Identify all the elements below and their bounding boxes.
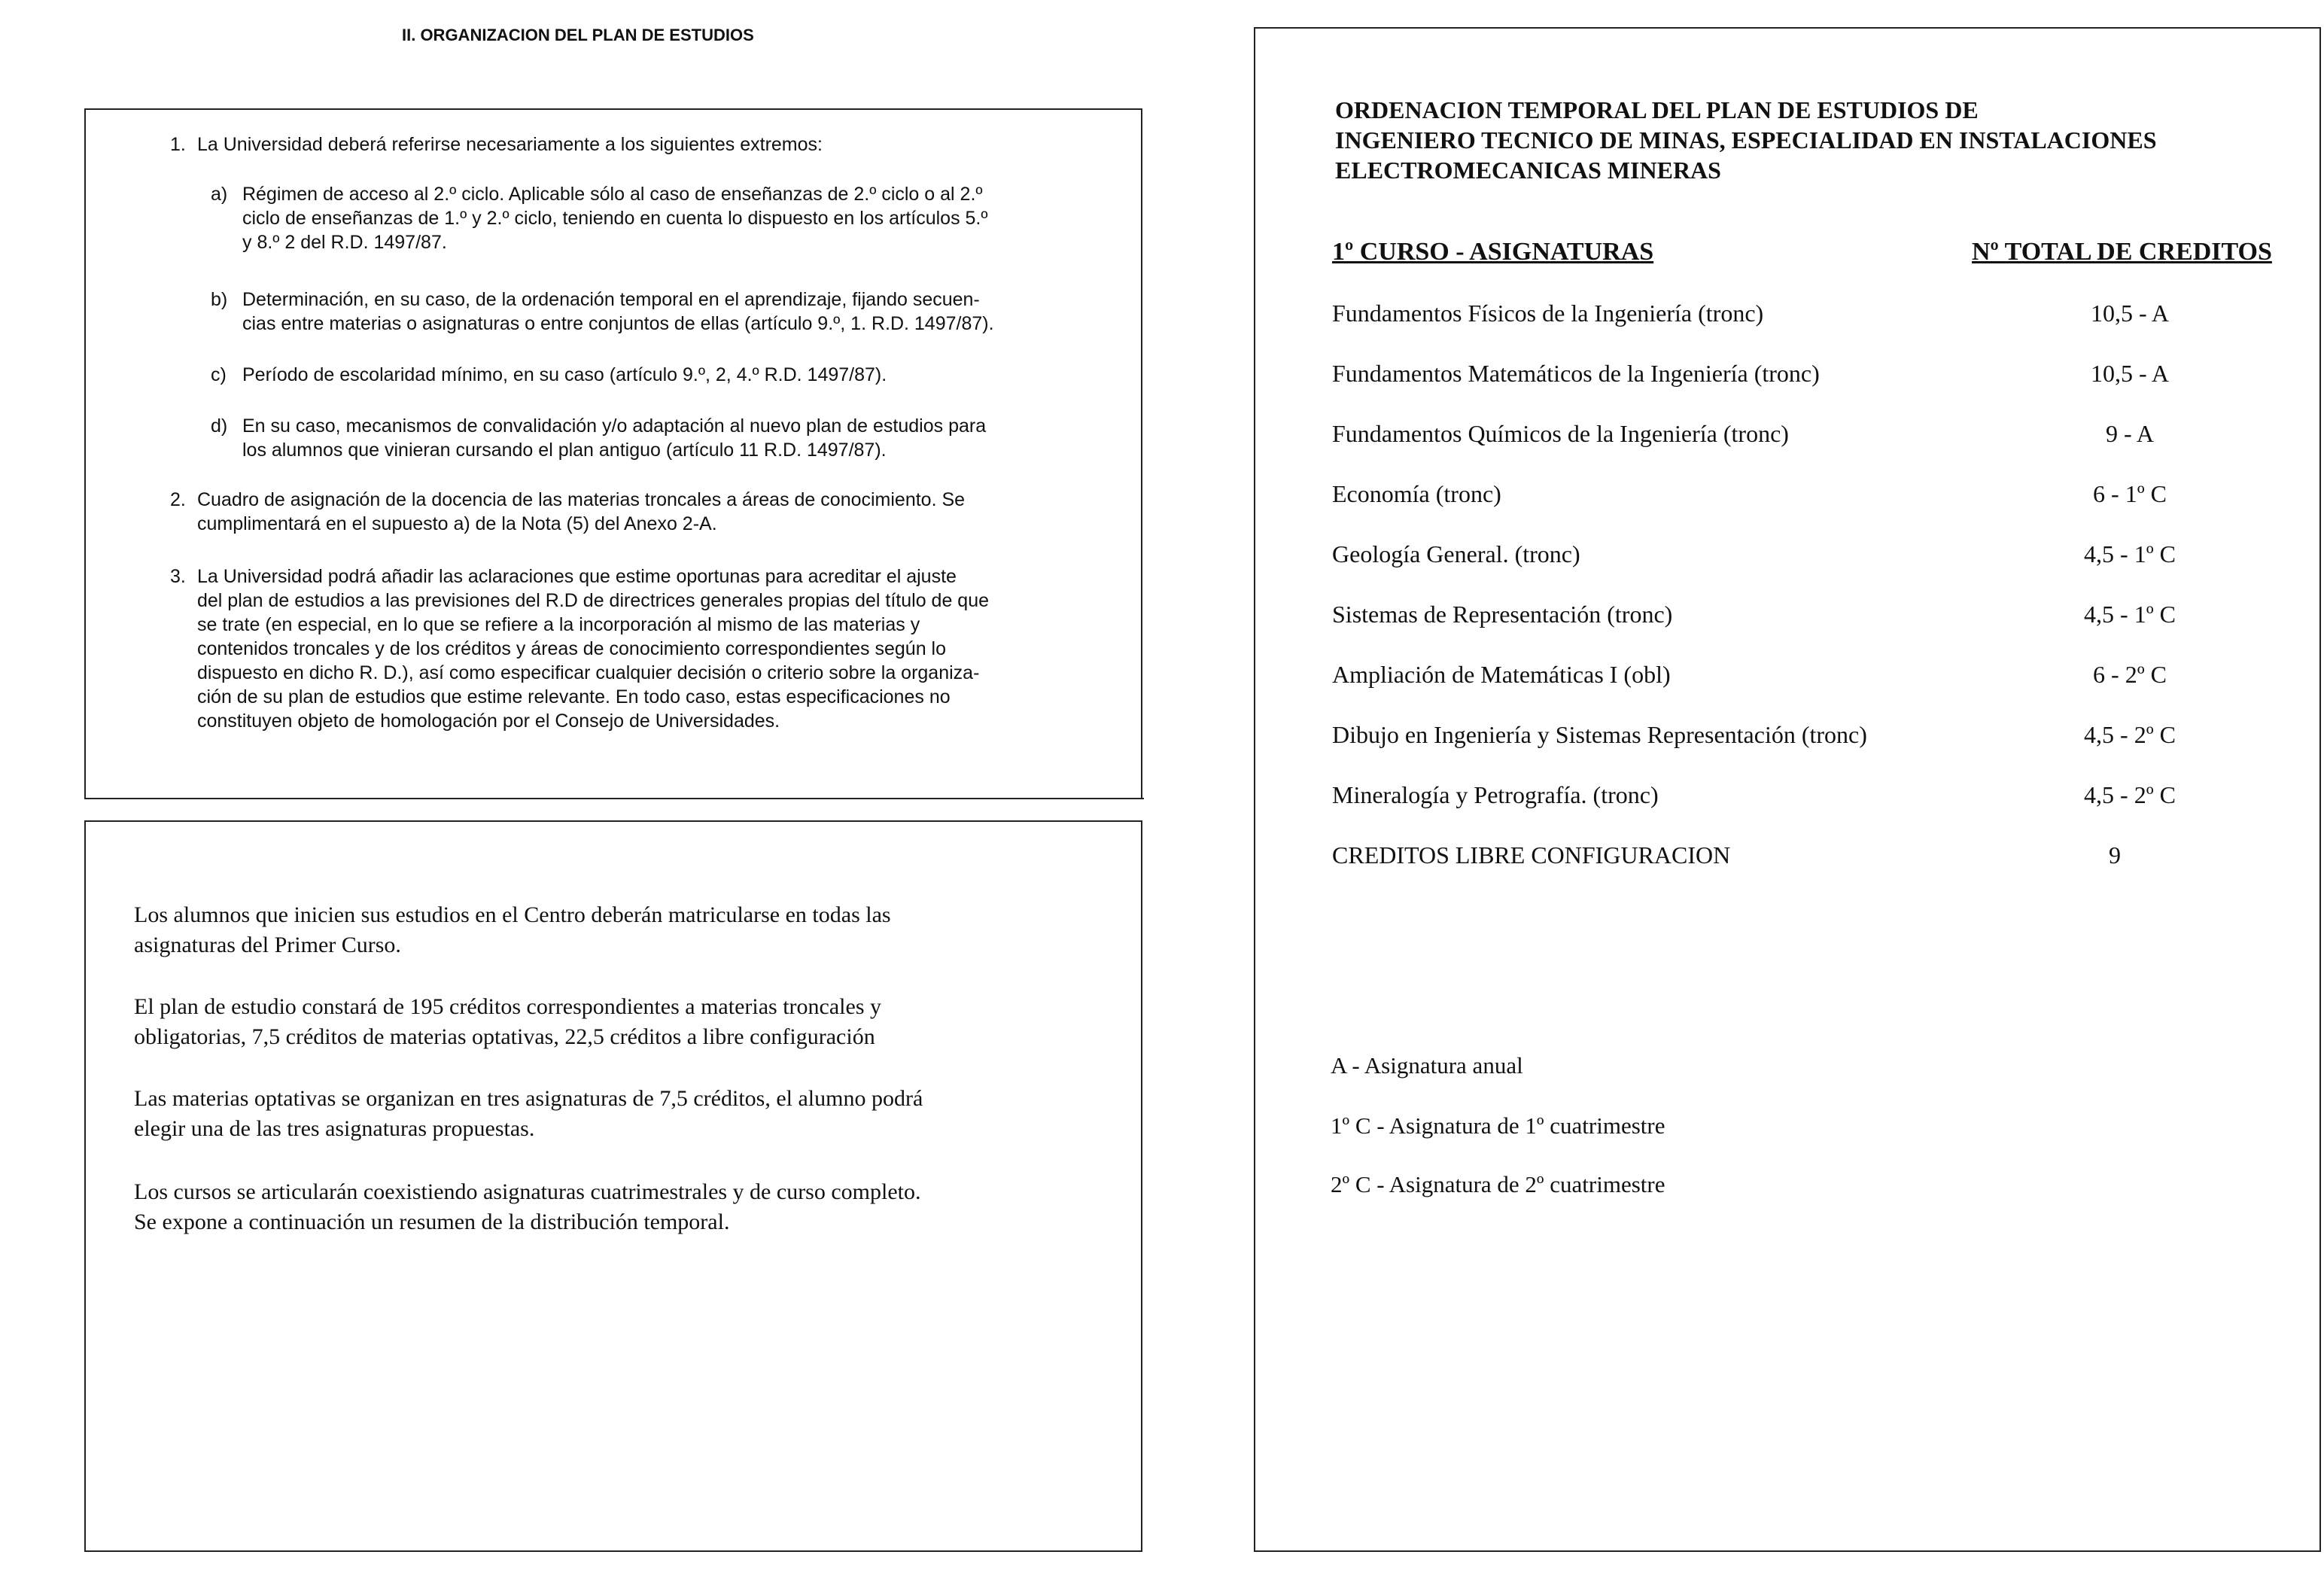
item-line: ción de su plan de estudios que estime relevante. En todo caso, estas especificaciones no bbox=[197, 686, 951, 707]
paragraph bbox=[134, 992, 1067, 1052]
schedule-title bbox=[1335, 95, 2306, 185]
subject-credits: 6 - 2º C bbox=[2093, 661, 2167, 688]
item-number: 2. bbox=[170, 489, 186, 510]
paragraph-line: Los cursos se articularán coexistiendo asignaturas cuatrimestrales y de curso completo. bbox=[134, 1179, 921, 1204]
column-header-subjects: 1º CURSO - ASIGNATURAS bbox=[1332, 238, 1654, 266]
subject-name: Sistemas de Representación (tronc) bbox=[1332, 601, 1673, 628]
item-line: del plan de estudios a las previsiones del R.D de directrices generales propias del título de que bbox=[197, 590, 990, 611]
paragraph-line: Se expone a continuación un resumen de la distribución temporal. bbox=[134, 1209, 730, 1234]
title-line: INGENIERO TECNICO DE MINAS, ESPECIALIDAD EN INSTALACIONES bbox=[1335, 126, 2157, 154]
subject-credits: 4,5 - 1º C bbox=[2084, 540, 2176, 567]
paragraph-line: elegir una de las tres asignaturas propuestas. bbox=[134, 1116, 535, 1141]
item-number: 1. bbox=[170, 134, 186, 155]
paragraph-line: obligatorias, 7,5 créditos de materias optativas, 22,5 créditos a libre configuración bbox=[134, 1024, 875, 1049]
legend-item: 2º C - Asignatura de 2º cuatrimestre bbox=[1331, 1171, 1665, 1197]
subject-credits: 10,5 - A bbox=[2091, 360, 2169, 387]
legend-item: 1º C - Asignatura de 1º cuatrimestre bbox=[1331, 1112, 1665, 1139]
item-line: Período de escolaridad mínimo, en su caso (artículo 9.º, 2, 4.º R.D. 1497/87). bbox=[242, 364, 887, 385]
subject-name: Fundamentos Físicos de la Ingeniería (tronc) bbox=[1332, 300, 1764, 327]
item-letter: c) bbox=[211, 364, 227, 385]
subject-name: Dibujo en Ingeniería y Sistemas Representación (tronc) bbox=[1332, 721, 1867, 748]
paragraph bbox=[134, 900, 1067, 960]
title-line: ELECTROMECANICAS MINERAS bbox=[1335, 157, 1721, 184]
item-line: contenidos troncales y de los créditos y áreas de conocimiento correspondientes según lo bbox=[197, 638, 947, 659]
subject-name: Fundamentos Químicos de la Ingeniería (tronc) bbox=[1332, 420, 1789, 447]
subject-credits: 9 - A bbox=[2106, 420, 2154, 447]
subject-name: Economía (tronc) bbox=[1332, 480, 1501, 507]
subject-credits: 4,5 - 2º C bbox=[2084, 781, 2176, 808]
item-line: cumplimentará en el supuesto a) de la Nota (5) del Anexo 2-A. bbox=[197, 513, 717, 534]
paragraph-line: El plan de estudio constará de 195 créditos correspondientes a materias troncales y bbox=[134, 994, 881, 1019]
subject-credits: 4,5 - 1º C bbox=[2084, 601, 2176, 628]
item-line: Cuadro de asignación de la docencia de las materias troncales a áreas de conocimiento. Se bbox=[197, 489, 966, 510]
column-header-credits: Nº TOTAL DE CREDITOS bbox=[1972, 238, 2272, 266]
title-line: ORDENACION TEMPORAL DEL PLAN DE ESTUDIOS DE bbox=[1335, 96, 1979, 123]
item-line: Determinación, en su caso, de la ordenación temporal en el aprendizaje, fijando secuen- bbox=[242, 289, 980, 310]
item-letter: b) bbox=[211, 289, 228, 310]
subject-credits: 10,5 - A bbox=[2091, 300, 2169, 327]
item-text: La Universidad deberá referirse necesariamente a los siguientes extremos: bbox=[197, 134, 823, 155]
section-heading: II. ORGANIZACION DEL PLAN DE ESTUDIOS bbox=[402, 26, 754, 44]
item-line: dispuesto en dicho R. D.), así como especificar cualquier decisión o criterio sobre la organiza- bbox=[197, 662, 980, 683]
item-letter: a) bbox=[211, 184, 228, 205]
item-line: En su caso, mecanismos de convalidación y/o adaptación al nuevo plan de estudios para bbox=[242, 415, 987, 437]
subject-name: Fundamentos Matemáticos de la Ingeniería (tronc) bbox=[1332, 360, 1820, 387]
item-line: Régimen de acceso al 2.º ciclo. Aplicable sólo al caso de enseñanzas de 2.º ciclo o al 2.º bbox=[242, 184, 983, 205]
subject-name: Ampliación de Matemáticas I (obl) bbox=[1332, 661, 1671, 688]
paragraph bbox=[134, 1084, 1067, 1144]
paragraph-line: asignaturas del Primer Curso. bbox=[134, 933, 401, 957]
subject-credits: 9 bbox=[2109, 841, 2121, 869]
box-divider bbox=[84, 798, 1144, 799]
paragraph-line: Los alumnos que inicien sus estudios en el Centro deberán matricularse en todas las bbox=[134, 902, 891, 927]
item-line: cias entre materias o asignaturas o entre conjuntos de ellas (artículo 9.º, 1. R.D. 1497/87). bbox=[242, 313, 994, 334]
item-number: 3. bbox=[170, 566, 186, 587]
item-line: ciclo de enseñanzas de 1.º y 2.º ciclo, teniendo en cuenta lo dispuesto en los artículos 5.º bbox=[242, 208, 988, 229]
item-line: los alumnos que vinieran cursando el plan antiguo (artículo 11 R.D. 1497/87). bbox=[242, 440, 887, 461]
subject-credits: 6 - 1º C bbox=[2093, 480, 2167, 507]
subject-credits: 4,5 - 2º C bbox=[2084, 721, 2176, 748]
item-line: constituyen objeto de homologación por el Consejo de Universidades. bbox=[197, 710, 780, 732]
subject-name: CREDITOS LIBRE CONFIGURACION bbox=[1332, 841, 1731, 869]
legend-item: A - Asignatura anual bbox=[1331, 1052, 1523, 1079]
paragraph bbox=[134, 1177, 1067, 1237]
item-line: y 8.º 2 del R.D. 1497/87. bbox=[242, 232, 447, 253]
subject-name: Mineralogía y Petrografía. (tronc) bbox=[1332, 781, 1659, 808]
item-line: se trate (en especial, en lo que se refiere a la incorporación al mismo de las materias y bbox=[197, 614, 920, 635]
subject-name: Geología General. (tronc) bbox=[1332, 540, 1580, 567]
item-line: La Universidad podrá añadir las aclaraciones que estime oportunas para acreditar el ajuste bbox=[197, 566, 957, 587]
item-letter: d) bbox=[211, 415, 228, 437]
paragraph-line: Las materias optativas se organizan en tres asignaturas de 7,5 créditos, el alumno podrá bbox=[134, 1086, 923, 1111]
